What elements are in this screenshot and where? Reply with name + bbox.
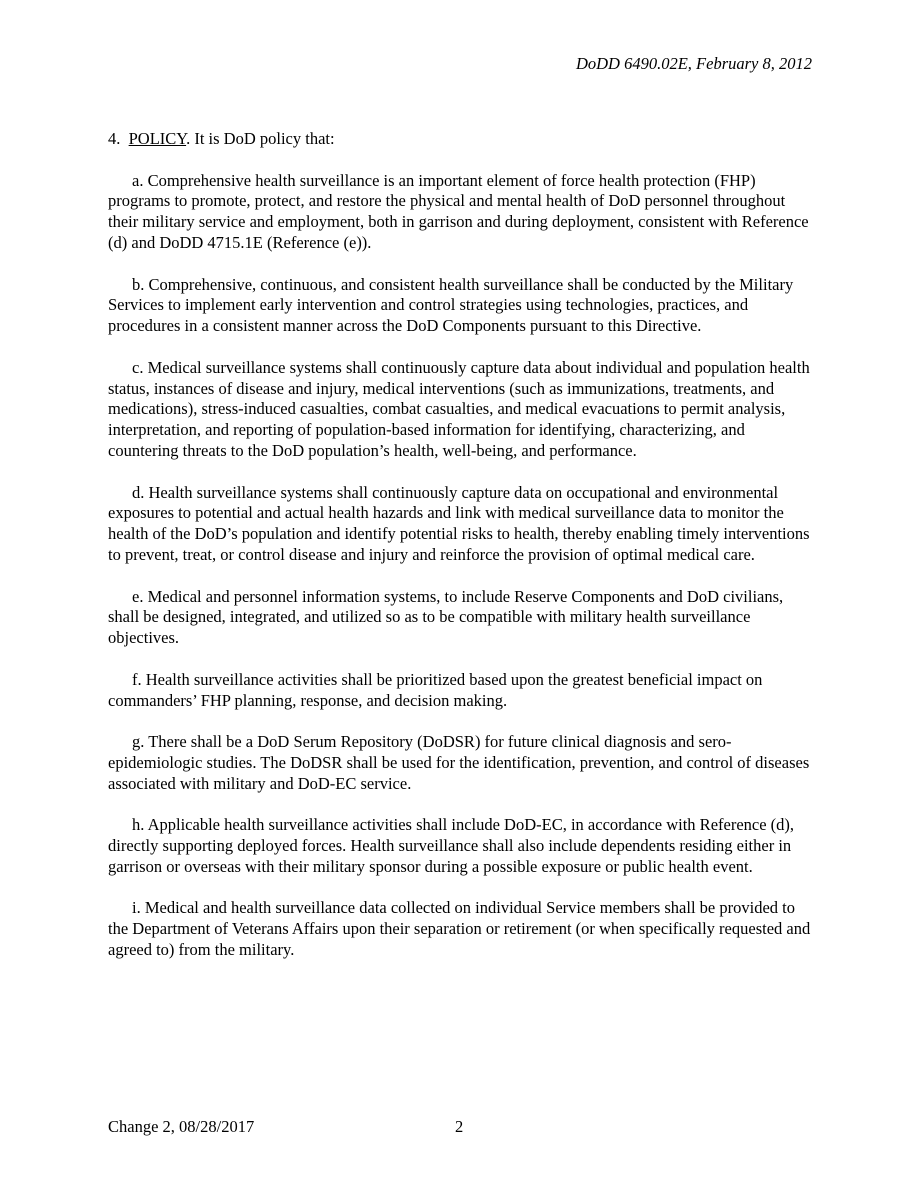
policy-paragraph-h: h. Applicable health surveillance activities shall include DoD-EC, in accordance with Reference (d), directly supporting deployed forces. Health surveillance shall also include dependents residing either in garrison or overseas with their military sponsor during a possible exposure or public health event. — [108, 815, 795, 876]
running-header: DoDD 6490.02E, February 8, 2012 — [575, 54, 812, 73]
policy-paragraph-i: i. Medical and health surveillance data collected on individual Service members shall be provided to the Department of Veterans Affairs upon their separation or retirement (or when specifically requested and agreed to) from the military. — [108, 898, 811, 960]
document-body — [108, 129, 812, 982]
policy-paragraph-c: c. Medical surveillance systems shall continuously capture data about individual and population health status, instances of disease and injury, medical interventions (such as immunizations, treatments, and medications), stress-induced casualties, combat casualties, and medical evacuations to permit analysis, interpretation, and reporting of population-based information for identifying, characterizing, and countering threats to the DoD population’s health, well-being, and performance. — [108, 357, 810, 460]
policy-paragraph-e: e. Medical and personnel information systems, to include Reserve Components and DoD civilians, shall be designed, integrated, and utilized so as to be compatible with military health surveillance objectives. — [108, 586, 784, 648]
policy-paragraph-f: f. Health surveillance activities shall be prioritized based upon the greatest beneficial impact on commanders’ FHP planning, response, and decision making. — [108, 669, 763, 710]
policy-paragraph-a: a. Comprehensive health surveillance is an important element of force health protection (FHP) programs to promote, protect, and restore the physical and mental health of DoD personnel throughout their military service and employment, both in garrison and during deployment, consistent with Reference (d) and DoDD 4715.1E (Reference (e)). — [108, 170, 809, 252]
section-lead: . It is DoD policy that: — [186, 129, 335, 148]
page-number: 2 — [455, 1117, 464, 1136]
section-heading: POLICY — [128, 129, 187, 148]
policy-paragraph-d: d. Health surveillance systems shall continuously capture data on occupational and environmental exposures to potential and actual health hazards and link with medical surveillance data to monitor the health of the DoD’s population and identify potential risks to health, thereby enabling timely interventions to prevent, treat, or control disease and injury and reinforce the provision of optimal medical care. — [108, 482, 810, 564]
section-heading-line — [108, 129, 812, 150]
footer-change-note: Change 2, 08/28/2017 — [108, 1117, 255, 1136]
section-number: 4. — [108, 129, 121, 148]
policy-paragraph-b: b. Comprehensive, continuous, and consistent health surveillance shall be conducted by the Military Services to implement early intervention and control strategies using technologies, practices, and procedures in a consistent manner across the DoD Components pursuant to this Directive. — [108, 274, 794, 336]
policy-paragraph-g: g. There shall be a DoD Serum Repository (DoDSR) for future clinical diagnosis and sero-epidemiologic studies. The DoDSR shall be used for the identification, prevention, and control of diseases associated with military and DoD-EC service. — [108, 732, 810, 793]
